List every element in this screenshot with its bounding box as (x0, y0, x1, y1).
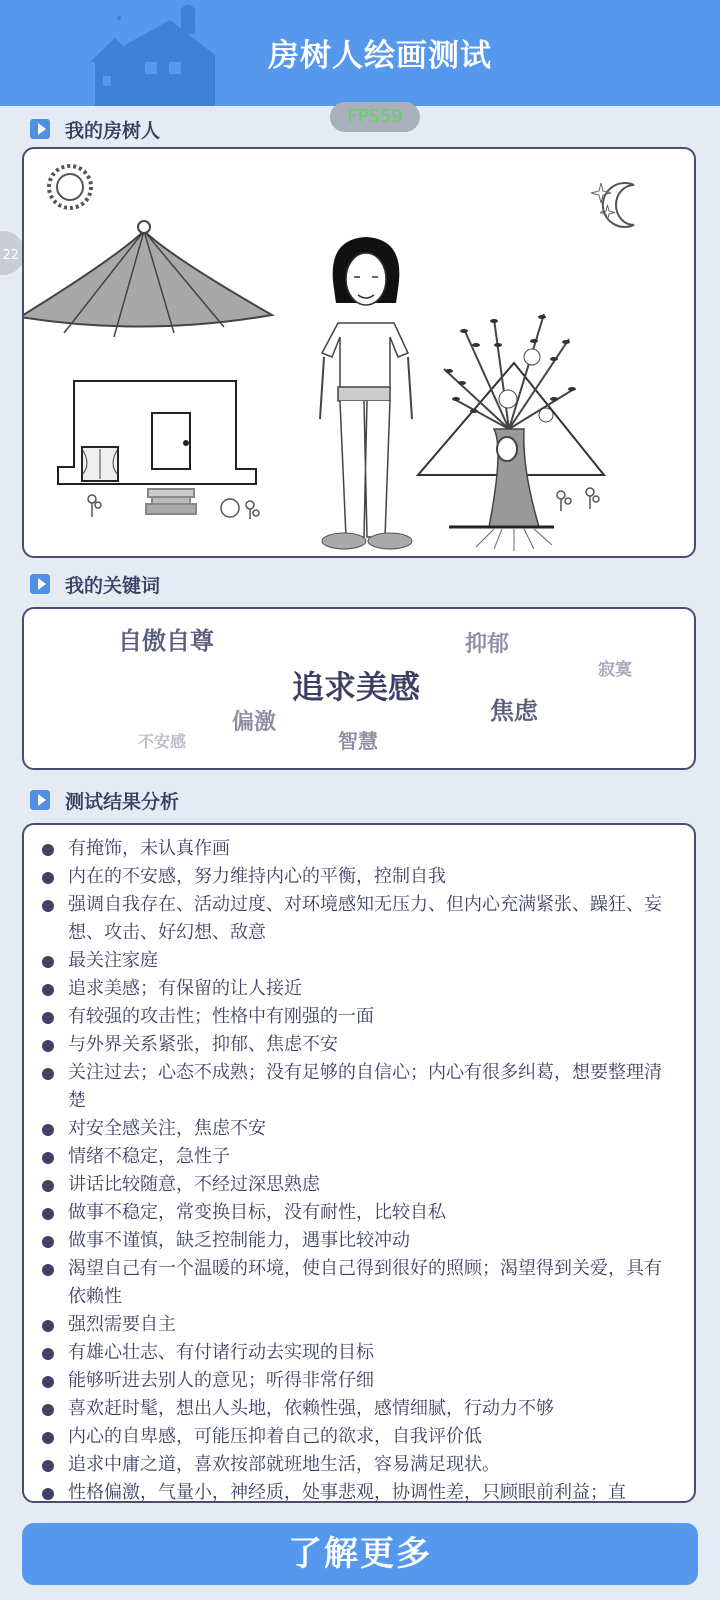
result-item: 讲话比较随意，不经过深思熟虑 (42, 1171, 676, 1199)
drawing-panel (22, 147, 696, 558)
roof-shape (24, 221, 272, 337)
keyword-tag: 不安感 (138, 732, 187, 751)
result-item: 喜欢赶时髦，想出人头地，依赖性强，感情细腻，行动力不够 (42, 1395, 676, 1423)
house-shape (58, 381, 256, 514)
keyword-tag: 寂寞 (598, 660, 632, 680)
result-item: 情绪不稳定，急性子 (42, 1143, 676, 1171)
result-item: 内心的自卑感，可能压抑着自己的欲求，自我评价低 (42, 1423, 676, 1451)
section-header-keywords (30, 571, 160, 597)
result-item: 对安全感关注，焦虑不安 (42, 1115, 676, 1143)
result-item: 有雄心壮志、有付诸行动去实现的目标 (42, 1339, 676, 1367)
results-list (42, 835, 676, 1503)
section-title: 我的房树人 (65, 119, 161, 142)
result-item: 做事不稳定，常变换目标，没有耐性，比较自私 (42, 1199, 676, 1227)
result-item: 追求中庸之道，喜欢按部就班地生活，容易满足现状。 (42, 1451, 676, 1479)
play-icon (30, 790, 50, 810)
floating-bubble[interactable]: 22 (0, 228, 28, 278)
section-title: 测试结果分析 (65, 790, 180, 813)
result-item: 能够听进去别人的意见；听得非常仔细 (42, 1367, 676, 1395)
section-title: 我的关键词 (65, 574, 161, 597)
section-header-drawing (30, 116, 160, 142)
keyword-tag: 偏激 (232, 710, 277, 735)
keyword-tag: 焦虑 (490, 697, 538, 725)
result-item: 最关注家庭 (42, 947, 676, 975)
person-shape (320, 237, 412, 549)
result-item: 关注过去；心态不成熟；没有足够的自信心；内心有很多纠葛，想要整理清楚 (42, 1059, 676, 1115)
page-title: 房树人绘画测试 (268, 38, 492, 74)
keyword-tag: 自傲自尊 (118, 627, 214, 655)
tree-shape (418, 314, 604, 551)
keyword-tag: 智慧 (338, 729, 378, 753)
result-item: 强烈需要自主 (42, 1311, 676, 1339)
moon-icon (591, 183, 634, 227)
app-header (0, 0, 720, 106)
keyword-tag: 抑郁 (465, 632, 510, 657)
house-tree-person-drawing (24, 149, 694, 556)
result-item: 有较强的攻击性；性格中有刚强的一面 (42, 1003, 676, 1031)
result-item: 做事不谨慎，缺乏控制能力，遇事比较冲动 (42, 1227, 676, 1255)
fps-badge: FPS59 (330, 102, 420, 132)
learn-more-button[interactable]: 了解更多 (22, 1523, 698, 1585)
result-item: 内在的不安感，努力维持内心的平衡，控制自我 (42, 863, 676, 891)
analysis-panel[interactable] (22, 823, 696, 1503)
result-item: 强调自我存在、活动过度、对环境感知无压力、但内心充满紧张、躁狂、妄想、攻击、好幻想、敌意 (42, 891, 676, 947)
result-item: 性格偏激，气量小，神经质，处事悲观，协调性差，只顾眼前利益；直 (42, 1479, 676, 1503)
result-item: 与外界关系紧张，抑郁、焦虑不安 (42, 1031, 676, 1059)
play-icon (30, 119, 50, 139)
result-item: 渴望自己有一个温暖的环境，使自己得到很好的照顾；渴望得到关爱，具有依赖性 (42, 1255, 676, 1311)
sun-icon (49, 166, 91, 208)
result-item: 有掩饰，未认真作画 (42, 835, 676, 863)
section-header-analysis (30, 787, 179, 813)
result-item: 追求美感；有保留的让人接近 (42, 975, 676, 1003)
keywords-panel (22, 607, 696, 770)
play-icon (30, 574, 50, 594)
keyword-tag: 追求美感 (292, 668, 421, 706)
